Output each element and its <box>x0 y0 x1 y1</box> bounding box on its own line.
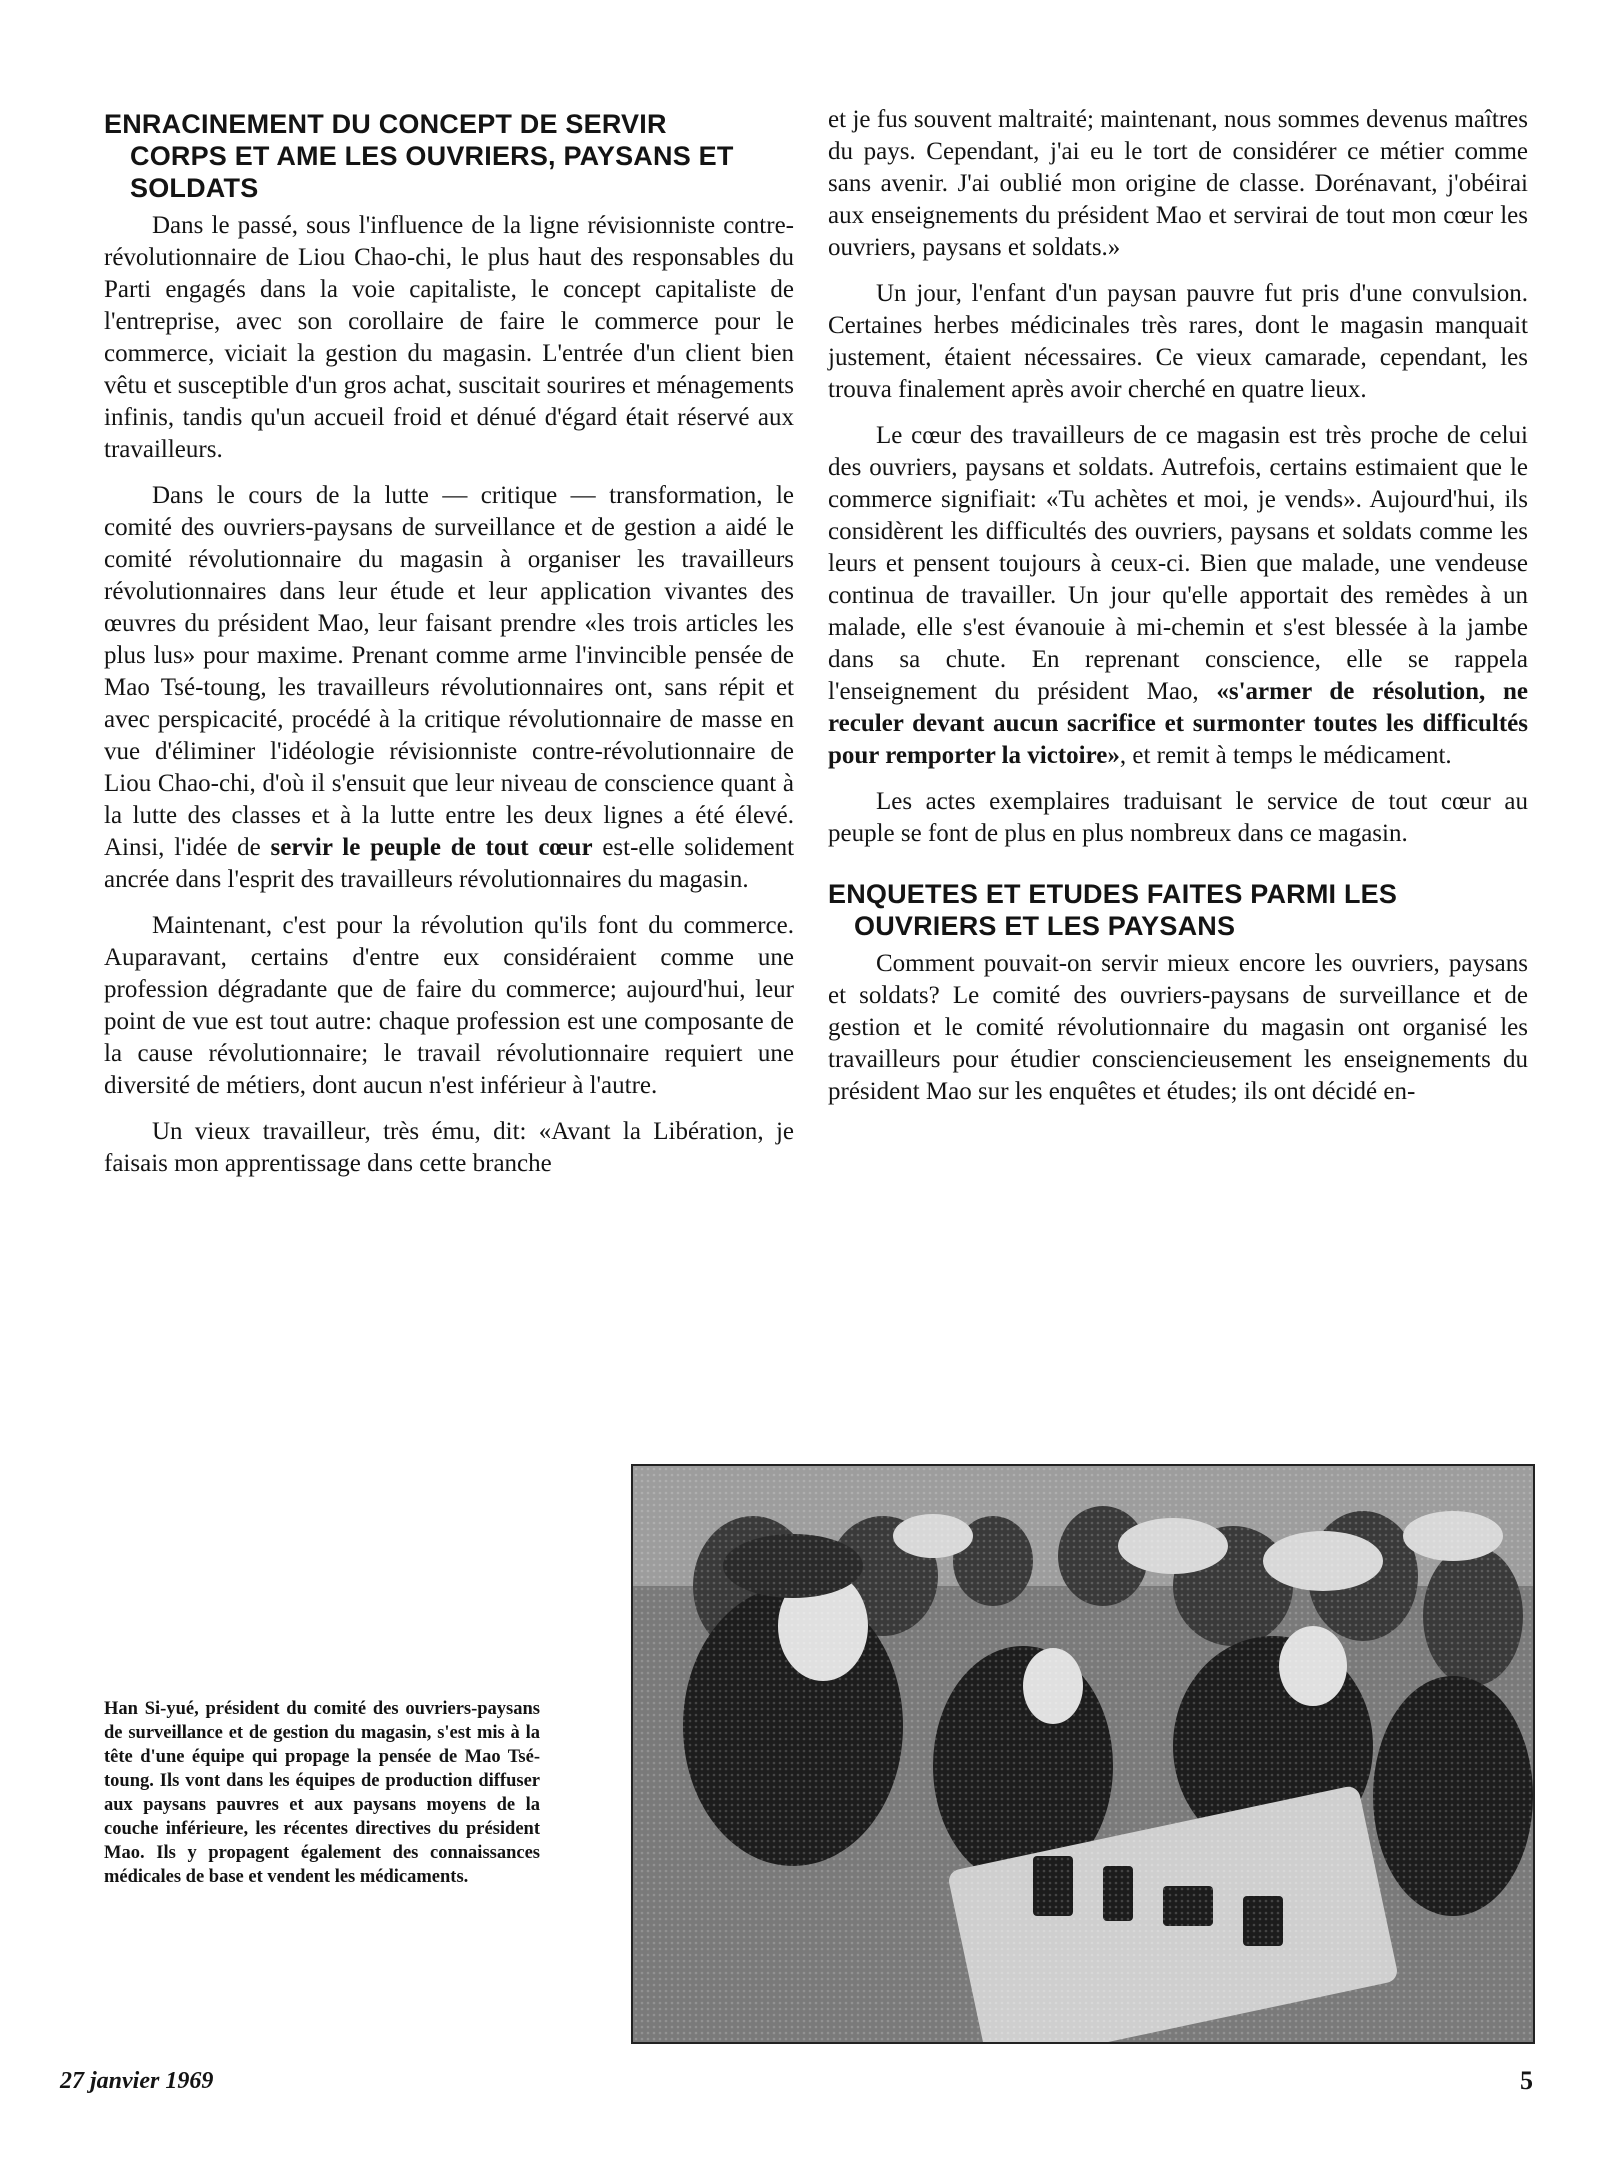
section-heading-enracinement: ENRACINEMENT DU CONCEPT DE SERVIR CORPS ET AME LES OUVRIERS, PAYSANS ET SOLDATS <box>104 109 734 203</box>
paragraph: Comment pouvait-on servir mieux encore les ouvriers, paysans et soldats? Le comité des ouvriers-paysans de surveillance et de gestion et le comité révolutionnaire du magasin ont organisé les travailleurs pour étudier consciencieusement les enseignements du président Mao sur les enquêtes et études; ils ont décidé en- <box>828 950 1528 1105</box>
right-column <box>828 104 1528 1122</box>
paragraph: Un jour, l'enfant d'un paysan pauvre fut pris d'une convulsion. Certaines herbes médicinales très rares, dont le magasin manquait justement, étaient nécessaires. Ce vieux camarade, cependant, les trouva finalement après avoir cherché en quatre lieux. <box>828 280 1528 403</box>
left-column <box>104 108 794 1194</box>
paragraph: Dans le cours de la lutte — critique — transformation, le comité des ouvriers-paysans de surveillance et de gestion a aidé le comité révolutionnaire du magasin à organiser les travailleurs révolutionnaires dans leur étude et leur application vivantes des œuvres du président Mao, leur faisant prendre «les trois articles les plus lus» pour maxime. Prenant comme arme l'invincible pensée de Mao Tsé-toung, les travailleurs révolutionnaires ont, sans répit et avec perspicacité, procédé à la critique révolutionnaire de masse en vue d'éliminer l'idéologie révisionniste contre-révolutionnaire de Liou Chao-chi, d'où il s'ensuit que leur niveau de conscience quant à la lutte des classes et à la lutte entre les deux lignes a été élevé. Ainsi, l'idée de servir le peuple de tout cœur est-elle solidement ancrée dans l'esprit des travailleurs révolutionnaires du magasin. <box>104 482 795 893</box>
paragraph: et je fus souvent maltraité; maintenant, nous sommes devenus maîtres du pays. Cependant, j'ai eu le tort de considérer ce métier comme sans avenir. J'ai oublié mon origine de classe. Dorénavant, j'obéirai aux enseignements du président Mao et servirai de tout mon cœur les ouvriers, paysans et soldats.» <box>828 106 1528 261</box>
issue-date: 27 janvier 1969 <box>60 2068 214 2094</box>
crowd-photo-illustration <box>633 1466 1533 2042</box>
paragraph: Un vieux travailleur, très ému, dit: «Avant la Libération, je faisais mon apprentissage dans cette branche <box>104 1118 794 1177</box>
paragraph: Maintenant, c'est pour la révolution qu'ils font du commerce. Auparavant, certains d'entre eux considéraient comme une profession dégradante que de faire du commerce; aujourd'hui, leur point de vue est tout autre: chaque profession est une composante de la cause révolutionnaire; le travail révolutionnaire requiert une diversité de métiers, dont aucun n'est inférieur à l'autre. <box>104 912 794 1099</box>
emphasis-text: servir le peuple de tout cœur <box>270 834 593 861</box>
news-photo <box>631 1464 1535 2044</box>
paragraph: Dans le passé, sous l'influence de la ligne révisionniste contre-révolutionnaire de Liou Chao-chi, le plus haut des responsables du Parti engagés dans la voie capitaliste, le concept capitaliste de l'entreprise, avec son corollaire de faire le commerce pour le commerce, viciait la gestion du magasin. L'entrée d'un client bien vêtu et susceptible d'un gros achat, suscitait sourires et ménagements infinis, tandis qu'un accueil froid et dénué d'égard était réservé aux travailleurs. <box>104 212 794 463</box>
photo-caption: Han Si-yué, président du comité des ouvriers-paysans de surveillance et de gestion du magasin, s'est mis à la tête d'une équipe qui propage la pensée de Mao Tsé-toung. Ils vont dans les équipes de production diffuser aux paysans pauvres et aux paysans moyens de la couche inférieure, les récentes directives du président Mao. Ils y propagent également des connaissances médicales de base et vendent les médicaments. <box>104 1698 540 1887</box>
paragraph: Les actes exemplaires traduisant le service de tout cœur au peuple se font de plus en plus nombreux dans ce magasin. <box>828 788 1528 847</box>
emphasis-quote: «s'armer de résolution, ne reculer devant aucun sacrifice et surmonter toutes les difficultés pour remporter la victoire» <box>828 678 1528 769</box>
page-number: 5 <box>1520 2066 1533 2095</box>
section-heading-enquetes: ENQUETES ET ETUDES FAITES PARMI LES OUVRIERS ET LES PAYSANS <box>828 879 1398 941</box>
paragraph: Le cœur des travailleurs de ce magasin est très proche de celui des ouvriers, paysans et soldats. Autrefois, certains estimaient que le commerce signifiait: «Tu achètes et moi, je vends». Aujourd'hui, ils considèrent les difficultés des ouvriers, paysans et soldats comme les leurs et pensent toujours à ceux-ci. Bien que malade, une vendeuse continua de travailler. Un jour qu'elle apportait des remèdes à un malade, elle s'est évanouie à mi-chemin et s'est blessée à la jambe dans sa chute. En reprenant conscience, elle se rappela l'enseignement du président Mao, «s'armer de résolution, ne reculer devant aucun sacrifice et surmonter toutes les difficultés pour remporter la victoire», et remit à temps le médicament. <box>828 422 1528 769</box>
